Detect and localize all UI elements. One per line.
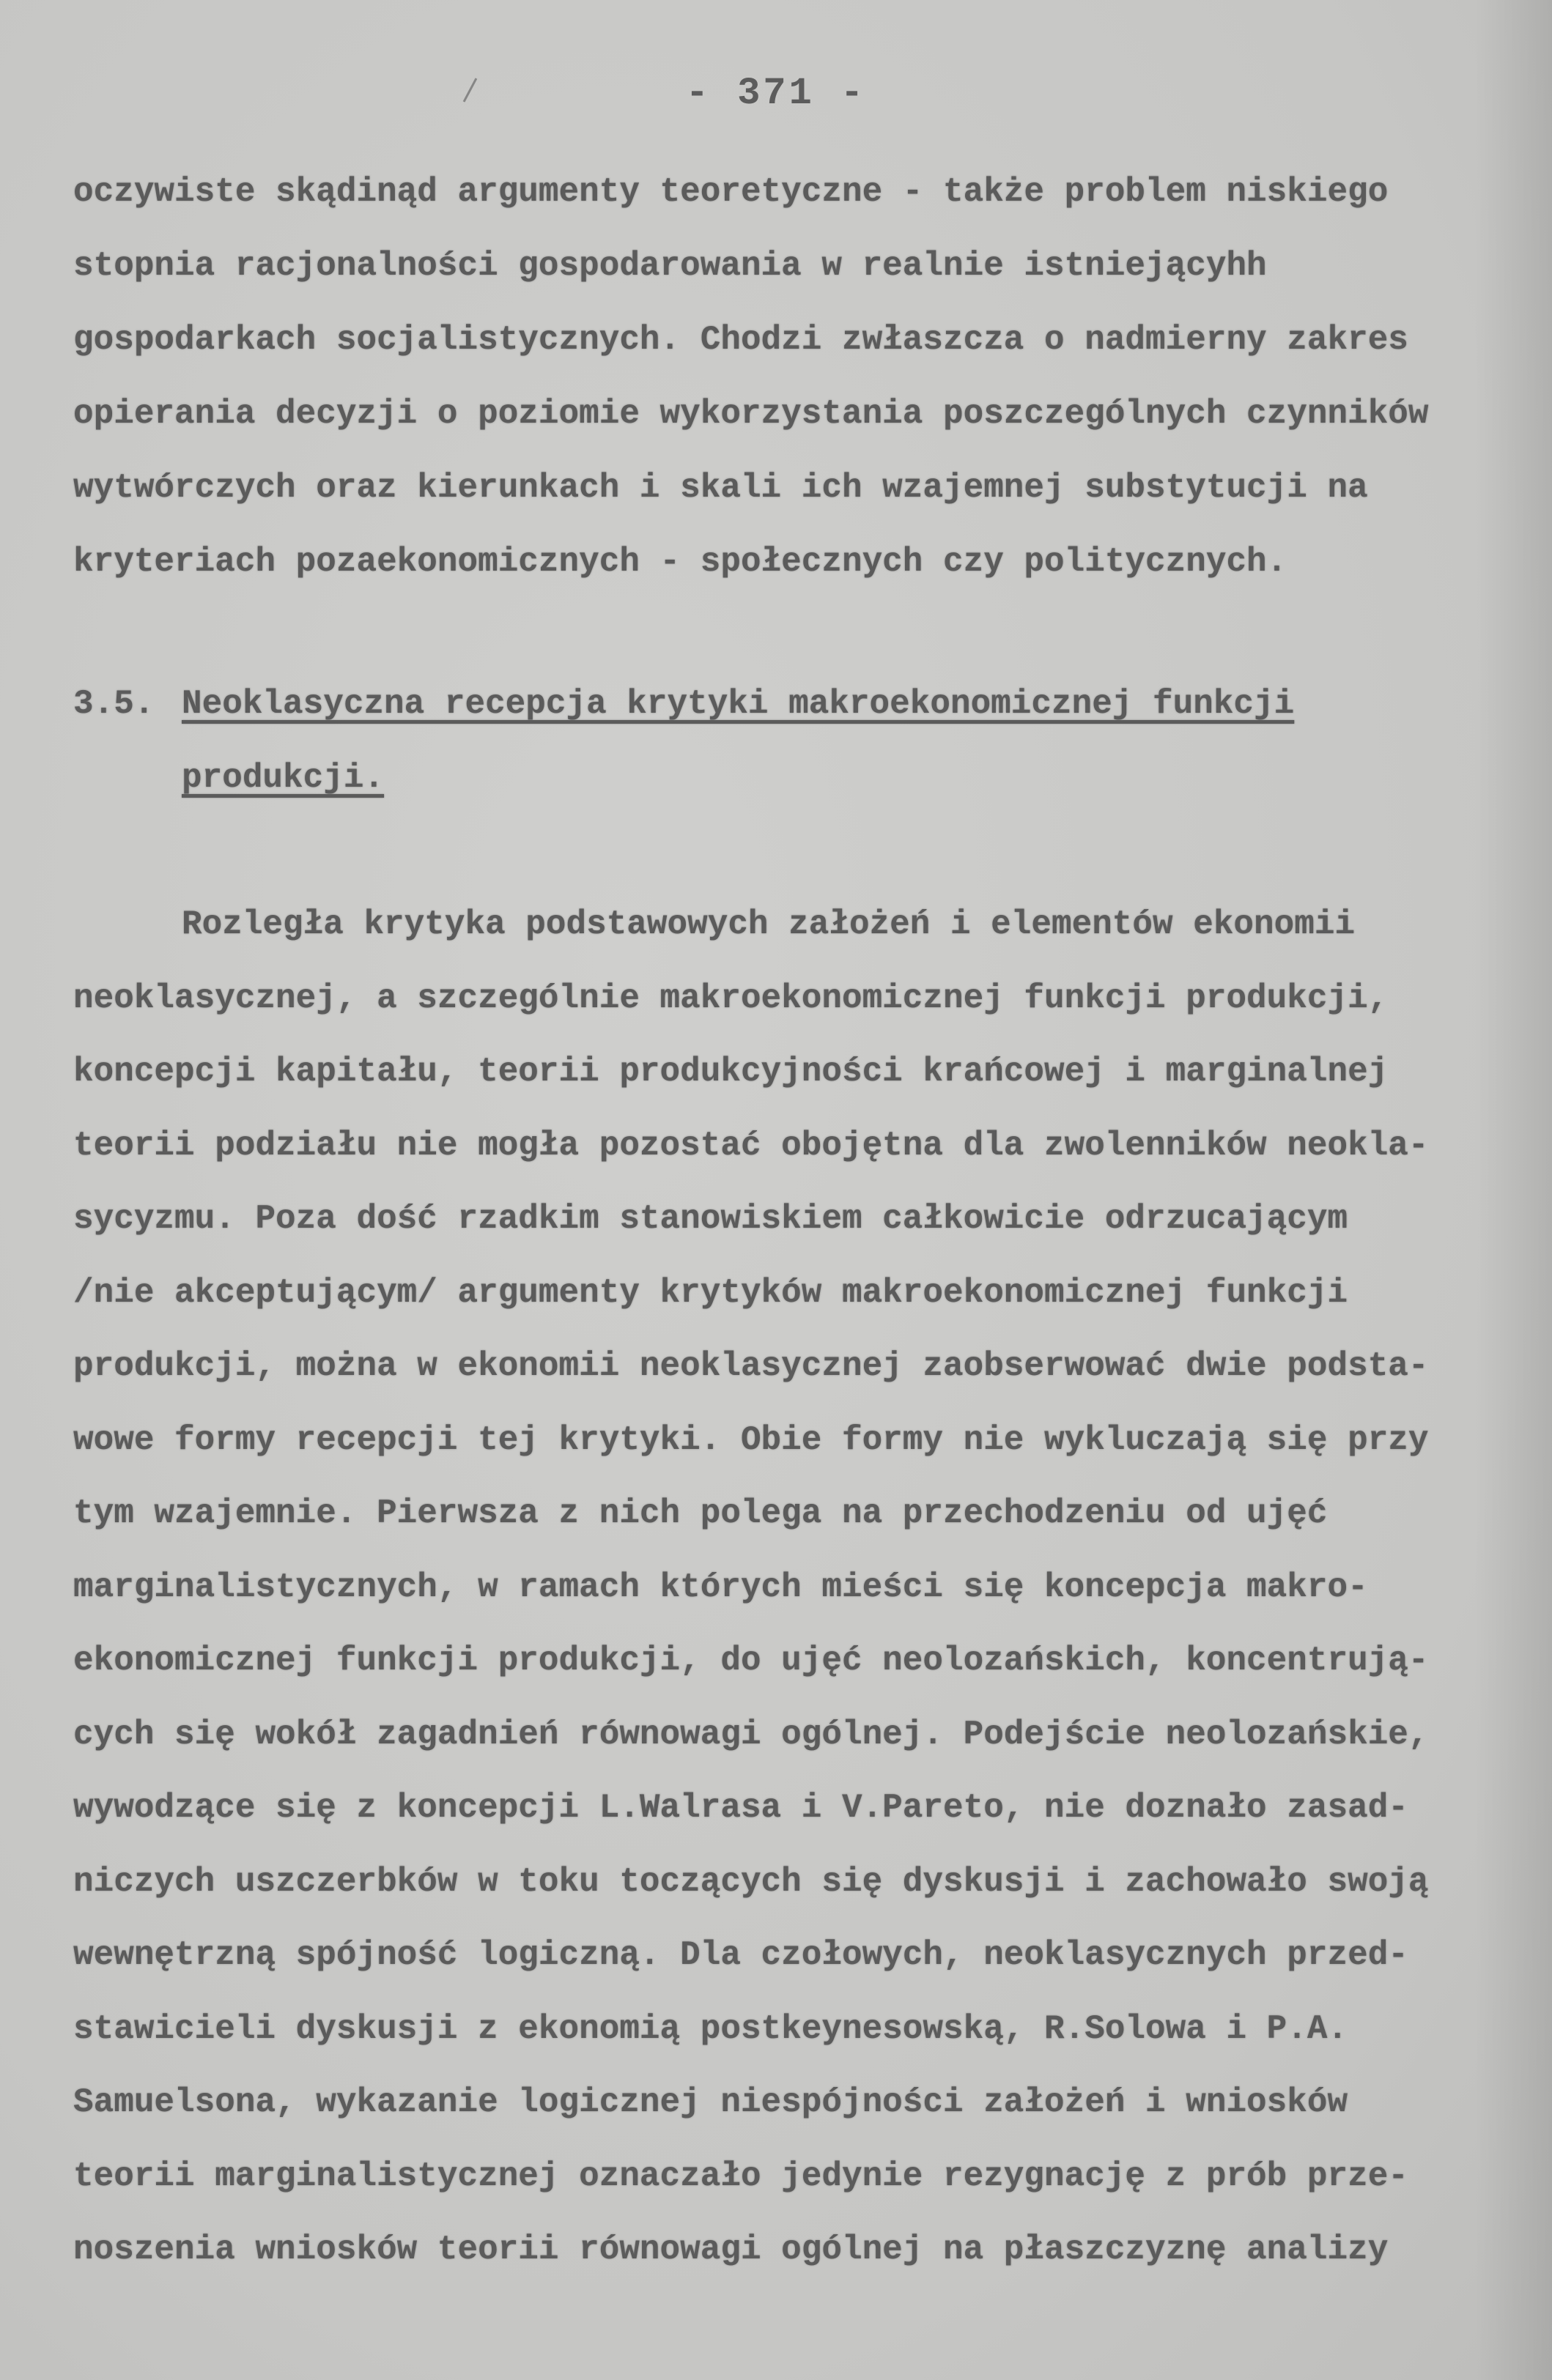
text-line: stawicieli dyskusji z ekonomią postkeynesowską, R.Solowa i P.A. bbox=[73, 2009, 1348, 2048]
text-line: marginalistycznych, w ramach których mieści się koncepcja makro- bbox=[73, 1568, 1368, 1606]
text-line: sycyzmu. Poza dość rzadkim stanowiskiem całkowicie odrzucającym bbox=[73, 1200, 1348, 1238]
text-line: tym wzajemnie. Pierwsza z nich polega na przechodzeniu od ujęć bbox=[73, 1494, 1328, 1532]
text-line: gospodarkach socjalistycznych. Chodzi zwłaszcza o nadmierny zakres bbox=[73, 321, 1408, 359]
text-line: opierania decyzji o poziomie wykorzystania poszczególnych czynników bbox=[73, 395, 1429, 433]
text-line: wywodzące się z koncepcji L.Walrasa i V.Pareto, nie doznało zasad- bbox=[73, 1789, 1408, 1827]
text-line: teorii podziału nie mogła pozostać obojętna dla zwolenników neokla- bbox=[73, 1126, 1429, 1165]
text-line: wowe formy recepcji tej krytyki. Obie formy nie wykluczają się przy bbox=[73, 1420, 1429, 1459]
text-line: Rozległa krytyka podstawowych założeń i elementów ekonomii bbox=[182, 905, 1356, 944]
section-number: 3.5. bbox=[73, 685, 155, 723]
text-line: neoklasycznej, a szczególnie makroekonomicznej funkcji produkcji, bbox=[73, 979, 1389, 1017]
text-line: produkcji, można w ekonomii neoklasycznej zaobserwować dwie podsta- bbox=[73, 1347, 1429, 1385]
text-line: niczych uszczerbków w toku toczących się dyskusji i zachowało swoją bbox=[73, 1862, 1429, 1901]
text-line: wytwórczych oraz kierunkach i skali ich wzajemnej substytucji na bbox=[73, 469, 1368, 507]
text-line: teorii marginalistycznej oznaczało jedynie rezygnację z prób prze- bbox=[73, 2157, 1408, 2195]
text-line: /nie akceptującym/ argumenty krytyków makroekonomicznej funkcji bbox=[73, 1273, 1348, 1312]
text-line: kryteriach pozaekonomicznych - społecznych czy politycznych. bbox=[73, 543, 1287, 581]
text-line: noszenia wniosków teorii równowagi ogólnej na płaszczyznę analizy bbox=[73, 2231, 1389, 2269]
text-line: ekonomicznej funkcji produkcji, do ujęć neolozańskich, koncentrują- bbox=[73, 1642, 1429, 1680]
section-title-line-1: Neoklasyczna recepcja krytyki makroekonomicznej funkcji bbox=[182, 685, 1295, 723]
text-line: stopnia racjonalności gospodarowania w realnie istniejącyhh bbox=[73, 247, 1267, 285]
page-number: - 371 - bbox=[685, 72, 867, 115]
text-line: wewnętrzną spójność logiczną. Dla czołowych, neoklasycznych przed- bbox=[73, 1936, 1408, 1974]
text-line: koncepcji kapitału, teorii produkcyjności krańcowej i marginalnej bbox=[73, 1053, 1389, 1091]
text-line: oczywiste skądinąd argumenty teoretyczne - także problem niskiego bbox=[73, 173, 1389, 211]
section-title-line-2: produkcji. bbox=[182, 759, 385, 797]
text-line: Samuelsona, wykazanie logicznej niespójności założeń i wniosków bbox=[73, 2083, 1348, 2121]
text-line: cych się wokół zagadnień równowagi ogólnej. Podejście neolozańskie, bbox=[73, 1715, 1429, 1754]
